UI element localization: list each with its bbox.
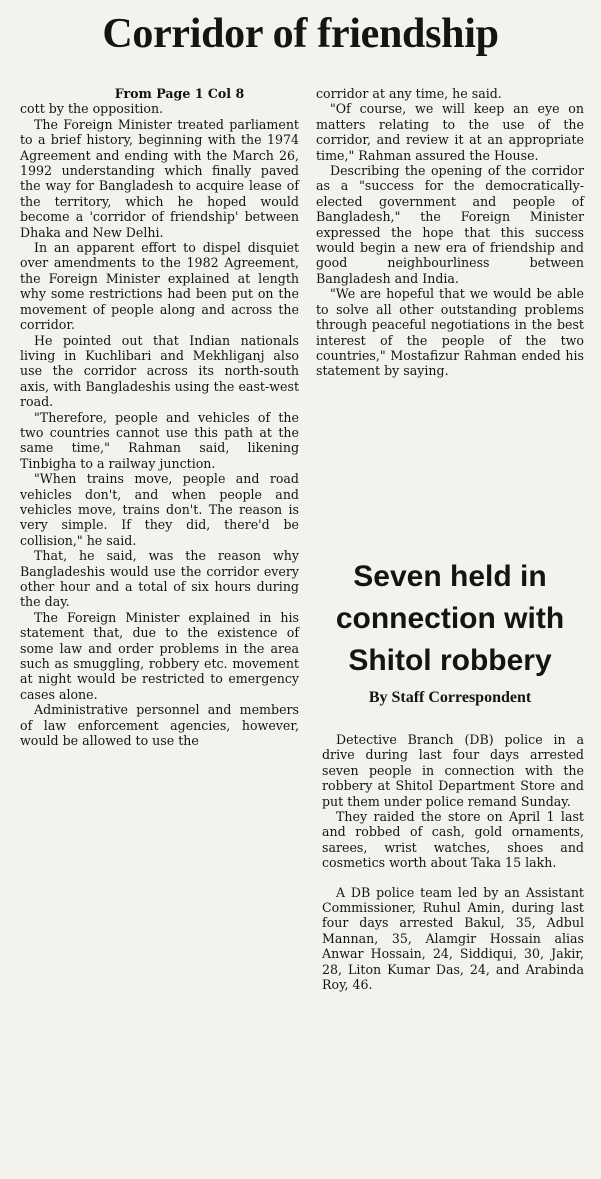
- second-story-body: [322, 732, 584, 993]
- article-paragraph: "Therefore, people and vehicles of the two countries cannot use this path at the same time," Rahman said, likening Tinbigha to a railway junction.: [20, 409, 299, 471]
- article-right-column: [316, 86, 584, 379]
- headline: Corridor of friendship: [102, 11, 499, 57]
- article-paragraph: That, he said, was the reason why Bangladeshis would use the corridor every other hour and a total of six hours during the day.: [20, 548, 299, 610]
- article-left-column: [20, 86, 299, 748]
- story-paragraph: They raided the store on April 1 last and robbed of cash, gold ornaments, sarees, wrist watches, shoes and cosmetics worth about Taka 15 lakh.: [322, 809, 584, 871]
- article-paragraph: cott by the opposition.: [20, 101, 164, 117]
- article-paragraph: "When trains move, people and road vehicles don't, and when people and vehicles move, trains don't. The reason is very simple. If they did, there'd be collision," he said.: [20, 471, 299, 548]
- story-paragraph: A DB police team led by an Assistant Commissioner, Ruhul Amin, during last four days arrested Bakul, 35, Adbul Mannan, 35, Alamgir Hossain alias Anwar Hossain, 24, Siddiqui, 30, Jakir, 28, Liton Kumar Das, 24, and Arabinda Roy, 46.: [322, 884, 584, 993]
- article-paragraph: He pointed out that Indian nationals living in Kuchlibari and Mekhliganj also use the corridor across its north-south axis, with Bangladeshis using the east-west road.: [20, 332, 299, 410]
- byline: By Staff Correspondent: [368, 689, 532, 706]
- article-paragraph: The Foreign Minister treated parliament to a brief history, beginning with the 1974 Agreement and ending with the March 26, 1992 understanding which finally paved the way for Bangladesh to acquire lease of the territory, which he hoped would become a 'corridor of friendship' between Dhaka and New Delhi.: [20, 116, 299, 240]
- article-paragraph: corridor at any time, he said.: [316, 86, 502, 101]
- article-paragraph: "We are hopeful that we would be able to solve all other outstanding problems through peaceful negotiations in the best interest of the people of the two countries," Mostafizur Rahman ended his statement by saying.: [316, 286, 584, 379]
- article-paragraph: Describing the opening of the corridor as a "success for the democratically-elected government and people of Bangladesh," the Foreign Minister expressed the hope that this success would begin a new era of friendship and good neighbourliness between Bangladesh and India.: [316, 163, 584, 286]
- article-paragraph: Administrative personnel and members of law enforcement agencies, however, would be allowed to use the: [20, 702, 299, 749]
- article-paragraph: In an apparent effort to dispel disquiet over amendments to the 1982 Agreement, the Foreign Minister explained at length why some restrictions had been put on the movement of people along and across the corridor.: [20, 240, 299, 333]
- article-paragraph: "Of course, we will keep an eye on matters relating to the use of the corridor, and review it at an appropriate time," Rahman assured the House.: [316, 101, 584, 163]
- second-story-headline: Seven held in connection with Shitol robbery: [335, 560, 565, 677]
- story-paragraph: Detective Branch (DB) police in a drive during last four days arrested seven people in connection with the robbery at Shitol Department Store and put them under police remand Sunday.: [322, 732, 584, 809]
- continuation-line: From Page 1 Col 8: [114, 86, 245, 101]
- article-paragraph: The Foreign Minister explained in his statement that, due to the existence of some law and order problems in the area such as smuggling, robbery etc. movement at night would be restricted to emergency cases alone.: [20, 609, 299, 702]
